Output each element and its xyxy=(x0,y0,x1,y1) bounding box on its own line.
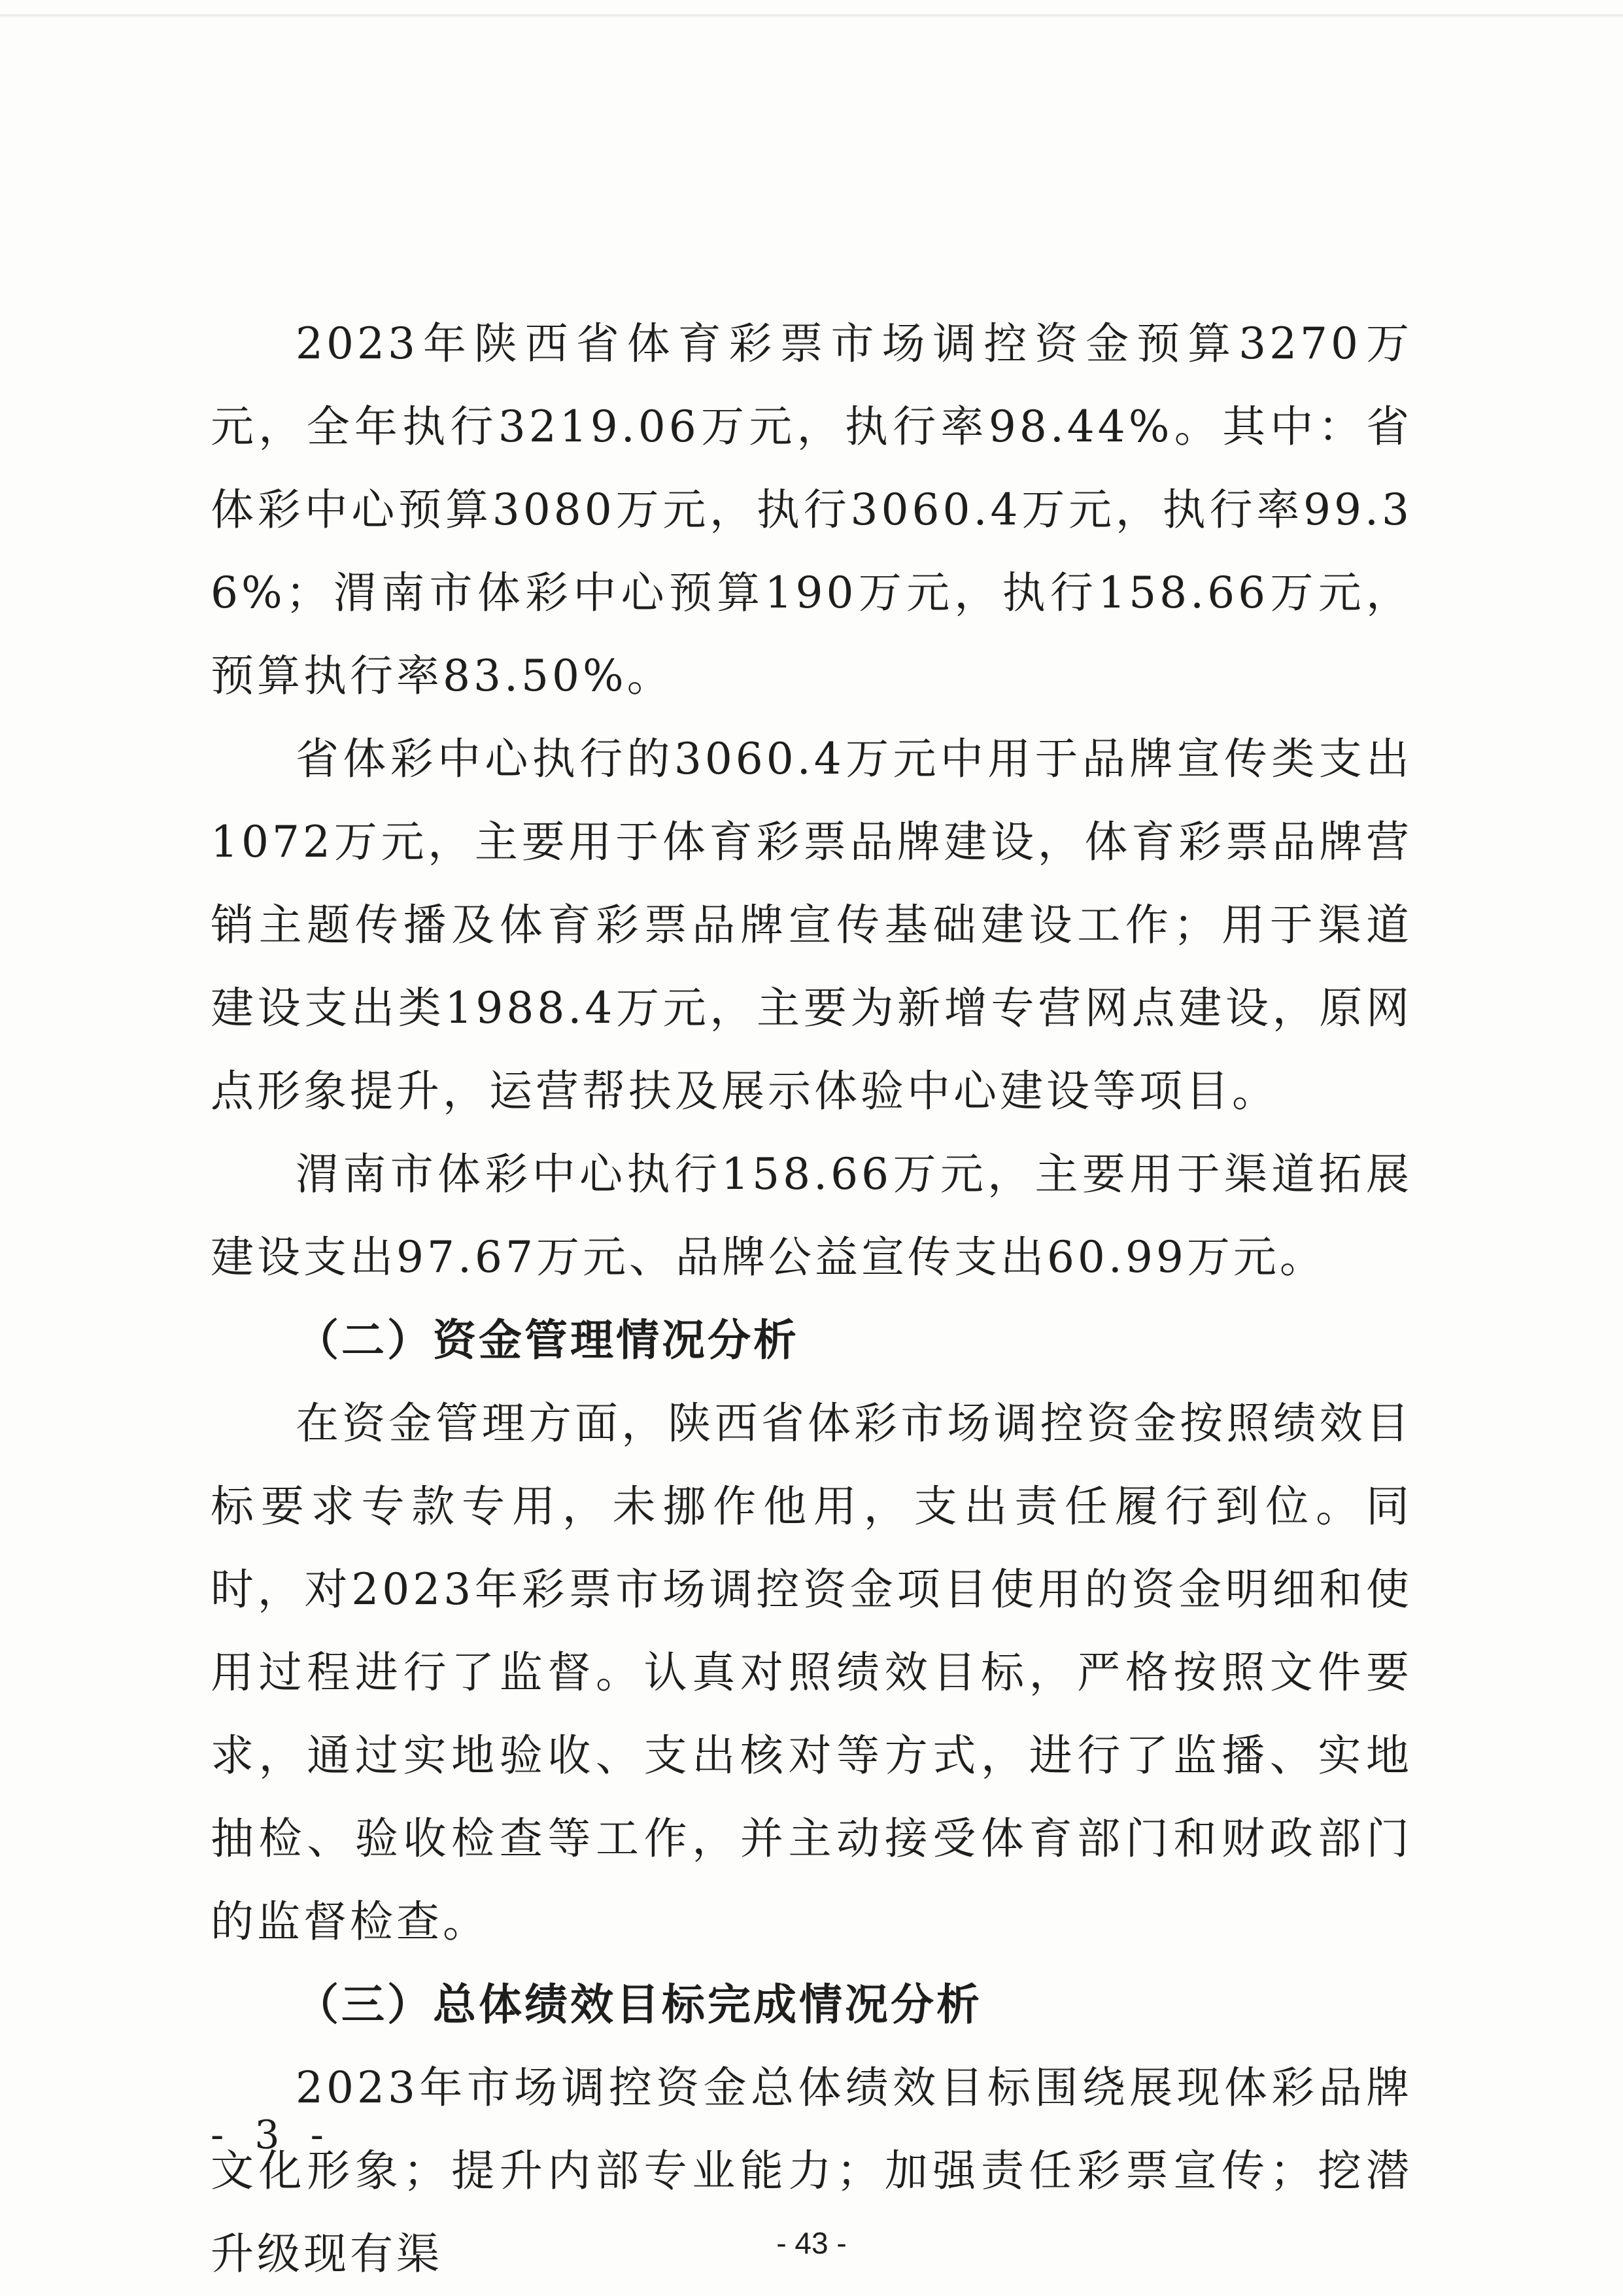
paragraph-weinan-center-spending: 渭南市体彩中心执行158.66万元，主要用于渠道拓展建设支出97.67万元、品牌公益宣传支出60.99万元。 xyxy=(211,1149,1412,1282)
paragraph-provincial-center-spending: 省体彩中心执行的3060.4万元中用于品牌宣传类支出1072万元，主要用于体育彩票品牌建设，体育彩票品牌营销主题传播及体育彩票品牌宣传基础建设工作；用于渠道建设支出类1988.4万元，主要为新增专营网点建设，原网点形象提升，运营帮扶及展示体验中心建设等项目。 xyxy=(211,734,1412,1116)
section-heading-fund-management: （二）资金管理情况分析 xyxy=(296,1315,799,1365)
section-heading-performance-goals: （三）总体绩效目标完成情况分析 xyxy=(296,1979,982,2030)
paragraph-fund-management: 在资金管理方面，陕西省体彩市场调控资金按照绩效目标要求专款专用，未挪作他用，支出责任履行到位。同时，对2023年彩票市场调控资金项目使用的资金明细和使用过程进行了监督。认真对照绩效目标，严格按照文件要求，通过实地验收、支出核对等方式，进行了监播、实地抽检、验收检查等工作，并主动接受体育部门和财政部门的监督检查。 xyxy=(211,1398,1412,1947)
paragraph-budget-execution: 2023年陕西省体育彩票市场调控资金预算3270万元，全年执行3219.06万元，执行率98.44%。其中：省体彩中心预算3080万元，执行3060.4万元，执行率99.36%；渭南市体彩中心预算190万元，执行158.66万元，预算执行率83.50%。 xyxy=(211,318,1412,701)
document-body xyxy=(211,302,1412,2295)
footer-page-number: - 43 - xyxy=(776,2226,847,2260)
paragraph-performance-goals: 2023年市场调控资金总体绩效目标围绕展现体彩品牌文化形象；提升内部专业能力；加强责任彩票宣传；挖潜升级现有渠 xyxy=(211,2063,1412,2279)
page-number: - 3 - xyxy=(211,2112,333,2158)
scan-edge xyxy=(0,14,1623,18)
